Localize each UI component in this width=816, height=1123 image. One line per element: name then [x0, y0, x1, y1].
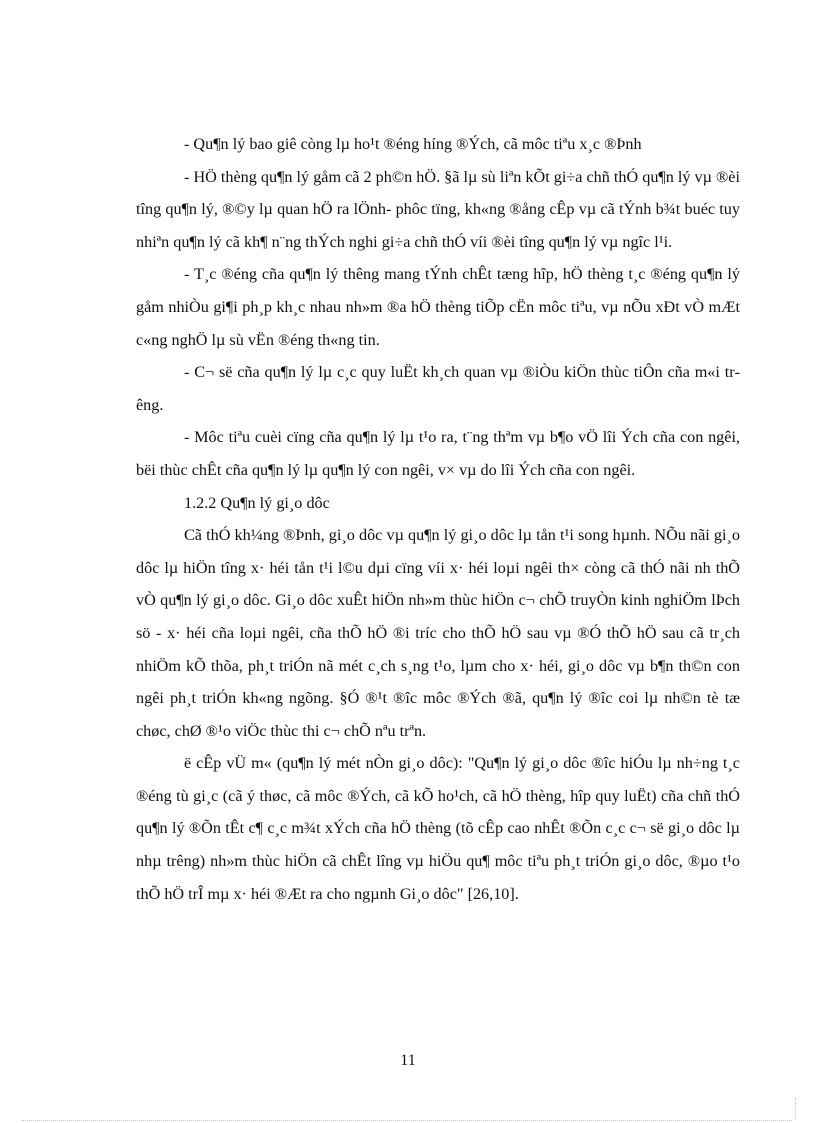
paragraph-management-system: - HÖ thèng qu¶n lý gåm cã 2 ph©n hÖ. §ã lµ sù liªn kÕt gi÷a chñ thÓ qu¶n lý vµ ®èi tîng qu¶n lý, ®©y lµ quan hÖ ra lÖnh- phôc tïng, kh«ng ®ång cÊp vµ cã tÝnh b¾t buéc tuy nhiªn qu¶n lý cã kh¶ n¨ng thÝch nghi gi÷a chñ thÓ víi ®èi tîng qu¶n lý vµ ngîc l¹i. — [136, 167, 740, 251]
page-body — [136, 128, 740, 910]
paragraph-education-management: Cã thÓ kh¼ng ®Þnh, gi¸o dôc vµ qu¶n lý gi¸o dôc lµ tån t¹i song hµnh. NÕu nãi gi¸o dôc lµ hiÖn tîng x· héi tån t¹i l©u dµi cïng víi x· héi loµi ngêi th× còng cã thÓ nãi nh thÕ vÒ qu¶n lý gi¸o dôc. Gi¸o dôc xuÊt hiÖn nh»m thùc hiÖn c¬ chÕ truyÒn kinh nghiÖm lÞch sö - x· héi cña loµi ngêi, cña thÕ hÖ ®i tríc cho thÕ hÖ sau vµ ®Ó thÕ hÖ sau cã tr¸ch nhiÖm kÕ thõa, ph¸t triÓn nã mét c¸ch s¸ng t¹o, lµm cho x· héi, gi¸o dôc vµ b¶n th©n con ngêi ph¸t triÓn kh«ng ngõng. §Ó ®¹t ®îc môc ®Ých ®ã, qu¶n lý ®îc coi lµ nh©n tè tæ chøc, chØ ®¹o viÖc thùc thi c¬ chÕ nªu trªn. — [136, 526, 740, 740]
section-heading-1-2-2: 1.2.2 Qu¶n lý gi¸o dôc — [184, 493, 330, 512]
bottom-dotted-rule — [22, 1120, 792, 1121]
paragraph-management-goal: - Môc tiªu cuèi cïng cña qu¶n lý lµ t¹o ra, t¨ng thªm vµ b¶o vÖ lîi Ých cña con ngêi, bëi thùc chÊt cña qu¶n lý lµ qu¶n lý con ngêi, v× vµ do lîi Ých cña con ngêi. — [136, 428, 740, 479]
page-number: 11 — [400, 1052, 416, 1069]
paragraph-management-impact: - T¸c ®éng cña qu¶n lý thêng mang tÝnh chÊt tæng hîp, hÖ thèng t¸c ®éng qu¶n lý gåm nhiÒu gi¶i ph¸p kh¸c nhau nh»m ®a hÖ thèng tiÕp cËn môc tiªu, vµ nÕu xÐt vÒ mÆt c«ng nghÖ lµ sù vËn ®éng th«ng tin. — [136, 265, 740, 349]
paragraph-management-purpose: - Qu¶n lý bao giê còng lµ ho¹t ®éng híng ®Ých, cã môc tiªu x¸c ®Þnh — [184, 135, 642, 153]
paragraph-management-basis: - C¬ së cña qu¶n lý lµ c¸c quy luËt kh¸ch quan vµ ®iÒu kiÖn thùc tiÔn cña m«i trêng. — [136, 363, 740, 414]
right-dotted-rule — [795, 1098, 796, 1120]
paragraph-macro-level-definition: ë cÊp vÜ m« (qu¶n lý mét nÒn gi¸o dôc): "Qu¶n lý gi¸o dôc ®îc hiÓu lµ nh÷ng t¸c ®éng tù gi¸c (cã ý thøc, cã môc ®Ých, cã kÕ ho¹ch, cã hÖ thèng, hîp quy luËt) cña chñ thÓ qu¶n lý ®Õn tÊt c¶ c¸c m¾t xÝch cña hÖ thèng (tõ cÊp cao nhÊt ®Õn c¸c c¬ së gi¸o dôc lµ nhµ trêng) nh»m thùc hiÖn cã chÊt lîng vµ hiÖu qu¶ môc tiªu ph¸t triÓn gi¸o dôc, ®µo t¹o thÕ hÖ trÎ mµ x· héi ®Æt ra cho ngµnh Gi¸o dôc" [26,10]. — [136, 754, 740, 903]
